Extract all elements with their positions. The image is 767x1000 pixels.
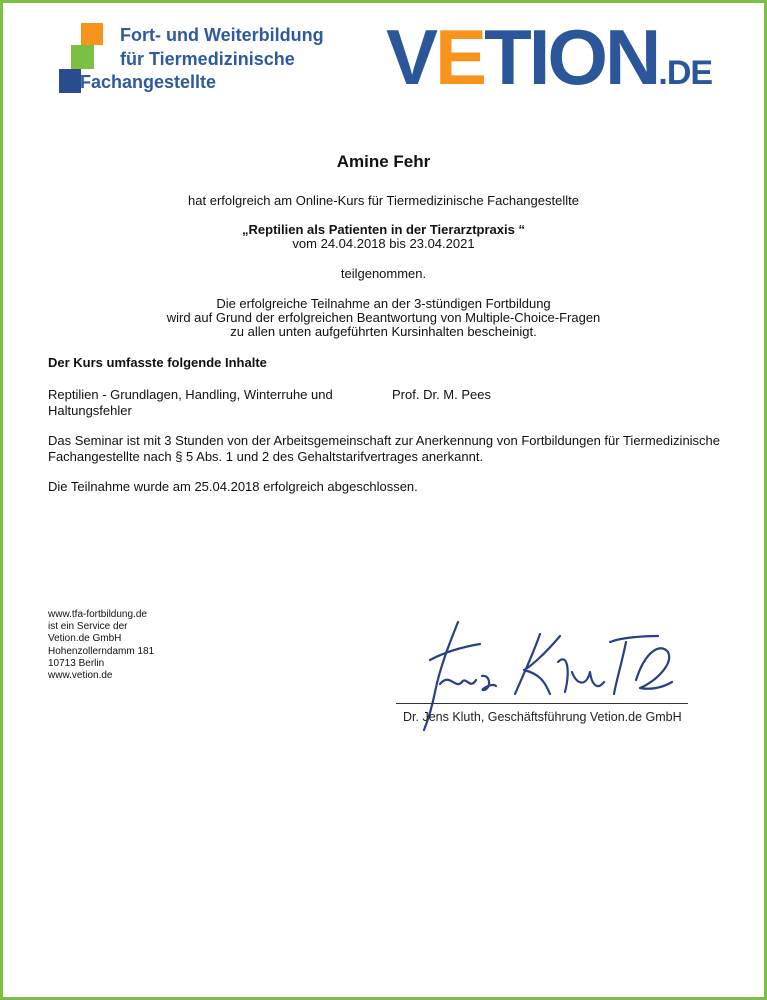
footer-line-4: Hohenzollerndamm 181 xyxy=(48,645,155,657)
signature-line xyxy=(396,703,688,704)
confirmation-line-2: wird auf Grund der erfolgreichen Beantwortung von Multiple-Choice-Fragen xyxy=(166,310,601,325)
logo-letters-ion: ION xyxy=(528,13,659,101)
vetion-logo xyxy=(386,13,713,101)
content-topic-line1: Reptilien - Grundlagen, Handling, Winterruhe und xyxy=(48,387,333,402)
vetion-logo-text xyxy=(386,13,713,101)
content-topic-line2: Haltungsfehler xyxy=(48,403,132,418)
contents-heading: Der Kurs umfasste folgende Inhalte xyxy=(48,355,267,370)
participated-text: teilgenommen. xyxy=(340,266,427,281)
logo-letter-e: E xyxy=(435,13,485,101)
confirmation-line-1: Die erfolgreiche Teilnahme an der 3-stündigen Fortbildung xyxy=(216,296,551,311)
footer-line-6: www.vetion.de xyxy=(48,670,113,682)
content-topic xyxy=(48,387,333,419)
content-lecturer: Prof. Dr. M. Pees xyxy=(392,387,491,402)
course-period: vom 24.04.2018 bis 23.04.2021 xyxy=(292,236,475,251)
intro-line: hat erfolgreich am Online-Kurs für Tiermedizinische Fachangestellte xyxy=(188,193,579,208)
accreditation-text xyxy=(48,433,720,465)
logo-orange-square xyxy=(81,23,103,45)
signature-caption: Dr. Jens Kluth, Geschäftsführung Vetion.de GmbH xyxy=(403,710,682,724)
logo-green-square xyxy=(71,45,94,69)
accreditation-line2: Fachangestellte nach § 5 Abs. 1 und 2 des Gehaltstarifvertrages anerkannt. xyxy=(48,449,484,464)
footer-address xyxy=(48,609,154,682)
recipient-name: Amine Fehr xyxy=(336,152,431,171)
logo-left-line1: Fort- und Weiterbildung xyxy=(120,25,324,45)
confirmation-line-3: zu allen unten aufgeführten Kursinhalten bescheinigt. xyxy=(230,324,537,339)
footer-line-2: ist ein Service der xyxy=(48,621,128,633)
logo-letter-v: V xyxy=(386,13,436,101)
footer-line-1: www.tfa-fortbildung.de xyxy=(48,609,147,620)
tfa-fortbildung-logo xyxy=(58,22,366,94)
footer-line-5: 10713 Berlin xyxy=(48,657,105,669)
logo-left-line3: Fachangestellte xyxy=(80,72,217,92)
logo-left-line2: für Tiermedizinische xyxy=(120,49,295,69)
accreditation-line1: Das Seminar ist mit 3 Stunden von der Arbeitsgemeinschaft zur Anerkennung von Fortbildungen für Tiermedizinische xyxy=(48,433,721,448)
footer-line-3: Vetion.de GmbH xyxy=(48,633,122,645)
logo-letter-t: T xyxy=(484,13,529,101)
course-title: „Reptilien als Patienten in der Tierarztpraxis “ xyxy=(242,222,525,237)
logo-suffix-de: .DE xyxy=(658,54,713,92)
logo-blue-square xyxy=(59,69,81,93)
completion-text: Die Teilnahme wurde am 25.04.2018 erfolgreich abgeschlossen. xyxy=(48,479,418,494)
